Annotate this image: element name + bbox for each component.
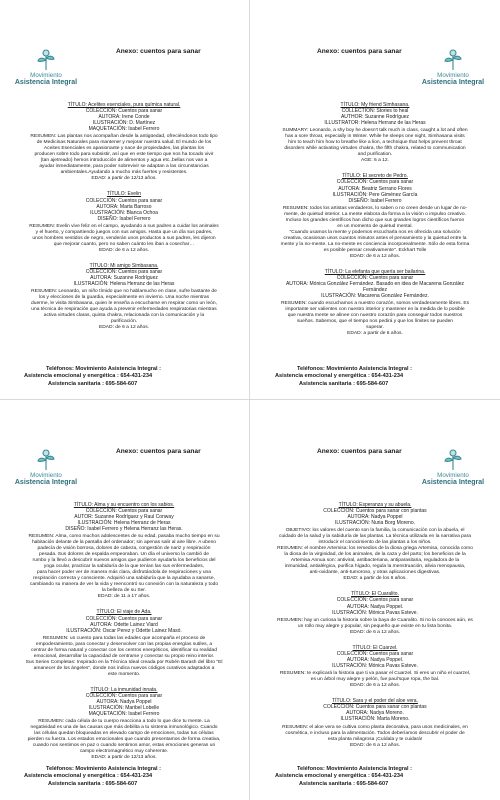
- footer-line1: Teléfonos: Movimiento Asistencia Integral :: [297, 765, 412, 772]
- story-entry: [261, 173, 489, 259]
- story-meta-line: AUTHOR: Suzanne Rodríguez: [340, 114, 410, 121]
- summary-line: ayudar inmediatamente, para poder sobrevivir se adaptan a las circunstancias: [39, 164, 209, 170]
- summary-line: him to teach him how to breathe like a lion, a technique that helps prevent throat: [288, 140, 462, 146]
- summary-line: activa virtudes claras, quinta chakra, relacionada con la comunicación y la: [43, 313, 205, 319]
- summary-line: mente y la no-mente. La no-mente es conciencia incorporealmente. Sólo de esta forma: [280, 241, 470, 247]
- summary-line: creativa, ocasionan unos cuantos minutos antes el pensamiento y la quietud entre la: [283, 235, 467, 241]
- story-meta-line: AUTORA: Nadya Moreno.: [346, 710, 404, 717]
- story-age: EDAD: a partir de 12/13 años.: [91, 755, 157, 761]
- summary-line: Aceites Esenciales es apasionante y nace de propiedades, las plantas los: [43, 146, 205, 152]
- story-meta-line: AUTORA: Nadya Poppel: [96, 699, 152, 706]
- page-header: [4, 404, 244, 486]
- summary-line: RESUMEN: todos los artistas verdaderos, lo saben o no creen desde un lugar de no-: [282, 205, 468, 211]
- story-summary: [261, 618, 489, 630]
- page-header: [4, 4, 244, 86]
- story-entry: [261, 698, 489, 748]
- summary-line: sueños. Sabemos, que el tiempo nos pedirá y que los límites se pueden: [296, 319, 454, 325]
- story-meta-line: ILUSTRACIÓN: Nuria Borg Moreno.: [334, 520, 416, 527]
- story-summary: [261, 206, 489, 254]
- story-meta-line: AUTORA: Marta Barroso: [96, 203, 152, 210]
- story-meta-line: COLECCIÓN: Cuentos para sanar: [85, 197, 163, 204]
- summary-line: de Medicinas Naturales para mantener y mejorar nuestra salud. El mundo de los: [36, 140, 212, 146]
- story-age: EDAD: a partir de 12/13 años.: [91, 176, 157, 182]
- footer-line1: Teléfonos: Movimiento Asistencia Integral :: [297, 365, 412, 372]
- page-bottom-right: [255, 404, 495, 796]
- summary-line: RESUMEN: cada célula de tu cuerpo reacciona a todo lo que dice tu mente. La: [38, 719, 210, 725]
- summary-line: emocional, desarrollar la capacidad de centrarse y conectar su propio reino interior.: [33, 653, 215, 659]
- story-meta-line: COLECCIÓN: Cuentos para sanar: [85, 269, 163, 276]
- story-summary: [10, 719, 238, 755]
- story-age: AGE: 6 a 12.: [360, 158, 389, 164]
- story-entry: [261, 269, 489, 337]
- leaf-flower-icon: [440, 48, 466, 72]
- summary-line: RESUMEN: el nombre Artemisa: los remedios de la diosa griega Artemisa, conocida como: [277, 546, 473, 552]
- story-meta-line: ILUSTRACIÓN: Macarena González Fernández.: [321, 293, 429, 300]
- summary-line: "Cuando usamos la mente y podemos escucharla nos es ofrecida una solución: [289, 229, 461, 235]
- summary-line: RESUMEN: Las plantas nos acompañan desde la antigüedad, ofreciéndonos todo tipo: [30, 134, 218, 140]
- story-entry: [10, 102, 238, 182]
- summary-line: este momento.: [107, 671, 141, 677]
- stories-list: [10, 502, 238, 761]
- summary-line: importante ser valientes con nuestro interior y mantener en la medida de lo posible: [285, 307, 465, 313]
- brand-line2: Asistencia Integral: [14, 479, 78, 486]
- brand-line1: Movimiento: [30, 72, 62, 79]
- summary-line: ambientales.Ayudando a mucho más fuertes y resistentes.: [60, 170, 188, 176]
- leaf-flower-icon: [440, 448, 466, 472]
- footer-line2: Asistencia emocional y energética : 654-431-234: [24, 773, 153, 780]
- footer-line3: Asistencia sanitaria : 695-584-607: [299, 780, 389, 787]
- summary-line: cosmética, e incluso para la alimentación. Todos deberíamos descubrir el poder de: [285, 730, 465, 736]
- summary-line: padecía de visión borrosa, dolores de cabeza, congestión de nariz y respiración: [37, 546, 211, 552]
- footer-line3: Asistencia sanitaria : 695-584-607: [299, 380, 389, 387]
- summary-line: anti-oxidante, anti-tumoroso, y otras aplicaciones digestivas.: [309, 570, 441, 576]
- summary-line: has a sore throat, especially in Winter. While he sleeps one night, Simhasana visits: [285, 134, 465, 140]
- summary-line: RESUMEN: te explicará la historia que ti va pasar el Cuarzel. Si eres un niño el cuarzel,: [279, 671, 471, 677]
- brand-line2: Asistencia Integral: [14, 79, 78, 86]
- summary-line: pesada. Sus dolores de espalda empeoraban. Un día el universo la cambió de: [39, 552, 209, 558]
- summary-line: un rollo muy alegre y popular, sin pequeño que existe en tu lista bonita.: [297, 623, 453, 629]
- page-footer: [275, 766, 487, 788]
- story-title: TÍTULO: La inmunidad innata.: [90, 686, 158, 693]
- story-meta-line: COLECCIÓN: Cuentos para sanar: [336, 597, 414, 604]
- story-summary: [261, 301, 489, 331]
- footer-line2: Asistencia emocional y energética : 654-431-234: [275, 373, 404, 380]
- story-entry: [261, 102, 489, 164]
- summary-line: SUMMARY: Leonardo, a shy boy he doesn't talk much in class, caught a lot and often: [282, 128, 468, 134]
- story-summary: [261, 671, 489, 689]
- story-meta-line: ILUSTRACIÓN: Maribel Lobelle: [88, 705, 160, 712]
- story-title: TÍTULO: El Cuaralito.: [351, 591, 399, 598]
- brand-logo: [417, 48, 489, 87]
- story-summary: [261, 128, 489, 158]
- story-meta-line: COLECCIÓN: Cuentos para sanar: [85, 508, 163, 515]
- leaf-flower-icon: [33, 48, 59, 72]
- summary-line: cuando nos sentimos en paz o cuando sentimos amor, estas emociones generan un: [32, 743, 216, 749]
- page-footer: [24, 766, 236, 788]
- summary-line: disorders while activating virtudes chakra, the fifth chakra, related to communication: [284, 146, 466, 152]
- page-header: [255, 404, 495, 486]
- summary-line: Incluso los grandes científicos han dicho que sus grandes logros científicos fueron: [285, 217, 465, 223]
- summary-line: habitación delante de la pantalla del ordenador; sin apenas salir al aire libre. A ubeno: [31, 540, 217, 546]
- summary-line: cambiando su manera de ver la vida y reencontró su conexión con la naturaleza y todo: [29, 582, 219, 588]
- story-meta-line: COLECCIÓN: Cuentos para sanar con plantas: [323, 704, 427, 711]
- page-footer: [275, 366, 487, 388]
- summary-line: en un momento de quietud mental.: [337, 223, 413, 229]
- story-title: TÍTULO: Mi amigo Simbasana.: [89, 262, 159, 269]
- summary-line: producen sobre todo para subsistir, así que en este tiempo que nos ha tocado vivir: [34, 152, 214, 158]
- story-title: TÍTULO: Acelites esenciales, pura química natural.: [67, 102, 181, 108]
- summary-line: esta planta milagrosa ¡Cuídala y te cuidará!: [327, 736, 423, 742]
- story-entry: [261, 502, 489, 582]
- stories-list: [261, 502, 489, 752]
- summary-line: una técnica de respiración que ayuda a prevenir enfermedades respiratorias mientras: [31, 307, 217, 313]
- story-meta-line: DISEÑO: Isabel Ferrero y Helena Herranz las Heras.: [65, 526, 183, 533]
- brand-logo: [10, 448, 82, 487]
- story-summary: [261, 528, 489, 576]
- story-title: TÍTULO: Esperanza y su abuela.: [338, 502, 412, 508]
- story-meta-line: AUTORA: Nadya Poppel.: [346, 603, 404, 610]
- brand-line1: Movimiento: [437, 472, 469, 479]
- story-meta-line: AUTORA: Nadya Poppel: [347, 514, 403, 521]
- summary-line: duerme, le visita Simbasana, quien le enseña a escucharse en respirar como un león,: [31, 301, 217, 307]
- story-meta-line: COLECCIÓN: Cuentos para sanar: [336, 179, 414, 186]
- brand-logo: [10, 48, 82, 87]
- summary-line: y el huerto, y compartiendo juegos con sus amigos. Hasta que un día sus padres,: [35, 229, 213, 235]
- story-age: EDAD: de 11 a 17 años.: [97, 594, 151, 600]
- summary-line: cuidado de la salud y la sabiduría de las plantas. La técnica utilizada en la narrativa para: [279, 534, 471, 540]
- header-title: Anexo: cuentos para sanar: [116, 48, 201, 55]
- story-age: EDAD: de 6 a 12 años.: [98, 247, 150, 253]
- summary-line: respiración correcta y consciente. Adquirió una sabiduría que la ayudaba a sanarse,: [33, 576, 215, 582]
- story-entry: [261, 591, 489, 635]
- story-summary: [10, 636, 238, 678]
- story-title: TÍTULO: El Cuarzel.: [352, 644, 398, 651]
- story-meta-line: ILUSTRACIÓN: Pere Giménez García: [332, 191, 418, 198]
- story-title: TÍTULO: Alma y su encuentro con los sabios.: [73, 502, 175, 508]
- summary-line: empoderamiento, para conectar y desenvolver con las propias energías sutiles, a: [35, 641, 213, 647]
- brand-line1: Movimiento: [437, 72, 469, 79]
- summary-line: introducir el conocimiento de las plantas a los niños.: [318, 540, 432, 546]
- story-summary: [10, 289, 238, 325]
- story-age: EDAD: de 6 a 12 años.: [349, 253, 401, 259]
- story-meta-line: AUTORA: Irene Conde: [98, 114, 150, 121]
- story-age: EDAD: de 6 a 12 años.: [349, 629, 401, 635]
- story-meta-line: COLECCIÓN: Cuentos para sanar con plantas: [323, 508, 427, 515]
- story-entry: [261, 645, 489, 689]
- summary-line: RESUMEN: cuando escuchamos a nuestro corazón, somos verdaderamente libres. Es: [280, 301, 470, 307]
- summary-line: (tan ajetreado) hemos introducción de alimentos y agua etc.,bellas nos van a: [40, 158, 208, 164]
- footer-line2: Asistencia emocional y energética : 654-431-234: [24, 373, 153, 380]
- brand-line1: Movimiento: [30, 472, 62, 479]
- footer-line3: Asistencia sanitaria : 695-584-607: [48, 780, 138, 787]
- story-meta-line: ILLUSTRATOR: Helena Herranz de las Heras: [324, 120, 426, 127]
- page-top-right: [255, 4, 495, 396]
- stories-list: [261, 102, 489, 352]
- story-meta-line: DISEÑO: Isabel Ferrero: [348, 197, 402, 204]
- summary-line: la belleza de su Ser.: [101, 588, 147, 594]
- story-title: TÍTULO: El viaje de Ada.: [96, 609, 152, 616]
- summary-line: es posible pensar creativamente". Eckhart Tolle: [323, 247, 427, 253]
- footer-line3: Asistencia sanitaria : 695-584-607: [48, 380, 138, 387]
- story-meta-line: AUTOR: Suzanne Rodríguez y Raul Conway: [74, 514, 174, 521]
- summary-line: and purification.: [357, 152, 393, 158]
- footer-line1: Teléfonos: Movimiento Asistencia Integral :: [46, 765, 161, 772]
- summary-line: que mejorar cuanto, pero no saben cuánto les iban a cosechar…: [53, 241, 195, 247]
- story-title: TÍTULO: El secreto de Pedro.: [342, 173, 408, 180]
- page-footer: [24, 366, 236, 388]
- summary-line: purificación.: [110, 319, 138, 325]
- footer-line1: Teléfonos: Movimiento Asistencia Integral :: [46, 365, 161, 372]
- story-entry: [10, 687, 238, 761]
- header-title: Anexo: cuentos para sanar: [317, 448, 402, 455]
- story-age: EDAD: a partir de 6 años.: [347, 331, 403, 337]
- summary-line: RESUMEN: el aloe vera se cultiva como planta decorativa, para usos medicinales, en: [282, 724, 468, 730]
- story-age: EDAD: de 6 a 12 años.: [98, 325, 150, 331]
- summary-line: RESUMEN: hay un curiosa la historia sobre la baya de Cuaralito. Si no la conoces aún, es: [277, 617, 473, 623]
- summary-line: mente, de quietud interior. La mente elabora da forma a la visión o impulso creativo.: [284, 211, 466, 217]
- summary-line: rumbo y la llevó a descubrir nuevos amigos que pudieron ayudarla los beneficios del: [32, 558, 216, 564]
- story-meta-line: COLECCIÓN: Cuentos para sanar: [85, 108, 163, 115]
- header-title: Anexo: cuentos para sanar: [317, 48, 402, 55]
- story-meta-line: COLECCIÓN: Cuentos para sanar: [85, 692, 163, 699]
- story-entry: [10, 263, 238, 331]
- header-title: Anexo: cuentos para sanar: [116, 448, 201, 455]
- story-meta-line: ILUSTRACIÓN: Oscar Perez y Odette Lainez Masó.: [66, 627, 182, 634]
- story-meta-line: AUTORA: Mónica González Fernández. Basado en idea de Macarena González: [285, 281, 465, 288]
- story-meta-line: MAQUETACIÓN: Isabel Ferrero: [88, 711, 160, 718]
- summary-line: amanecer de los ángeles", donde nos indica nuevos códigos curativos adaptados a: [33, 665, 215, 671]
- summary-line: Sus Series Completas: Inspirado en la Técnica Ideal creada por Rubén Barash del libro "El: [25, 659, 223, 665]
- story-summary: [261, 725, 489, 743]
- story-meta-line: COLECCIÓN: Cuentos para sanar: [85, 615, 163, 622]
- summary-line: RESUMEN: Leonardo, un niño tímido que no hablamucho en clase, sufre bastante de: [31, 289, 217, 295]
- summary-line: que nuestra mente se alinee con nuestro corazón para conseguir todos nuestros: [287, 313, 463, 319]
- page-header: [255, 4, 495, 86]
- summary-line: negatividad es una de las causas que más debilita a tu sistema inmunológico. Cuando: [30, 725, 218, 731]
- story-title: TÍTULO: My friend Simhasana.: [340, 102, 410, 108]
- summary-line: las células quedan bloqueadas en elevado campo de emociones, todas tus células: [34, 731, 214, 737]
- story-meta-line: ILUSTRACIÓN: Helena Herranz de las Heras: [73, 281, 175, 288]
- story-age: EDAD: a partir de los 6 años.: [343, 576, 407, 582]
- footer-line2: Asistencia emocional y energética : 654-431-234: [275, 773, 404, 780]
- summary-line: OBJETIVO: los valores del cuento son la familia, la comunicación con la abuela, el: [285, 528, 465, 534]
- story-summary: [10, 134, 238, 176]
- summary-line: para hacer poder ver de manera más clara, disfrutándola de respiraciones y una: [37, 570, 211, 576]
- story-meta-line: ILUSTRACIÓN: Mónica Pavas Esteve.: [332, 663, 418, 670]
- story-meta-line: ILUSTRACIÓN: Helena Herranz de Heras: [77, 520, 171, 527]
- story-summary: [10, 224, 238, 248]
- story-meta-line: COLECCIÓN: Cuentos para sanar: [336, 274, 414, 281]
- story-meta-line: COLECCIÓN: Cuentos para sanar: [336, 650, 414, 657]
- summary-line: RESUMEN: Evelin vive feliz en el campo, ayudando a sus padres a cuidar los animales: [29, 223, 219, 229]
- summary-line: es un árbol muy alegre y pelón, fue paul'sque ropa, the bal.: [310, 677, 440, 683]
- story-title: TÍTULO: Sara y el poder del aloe vera.: [332, 698, 418, 705]
- story-meta-line: DISEÑO: Isabel Ferrero: [97, 215, 151, 222]
- summary-line: RESUMEN: un cuento para todas las edades que acompaña el proceso de: [42, 635, 206, 641]
- horizontal-divider: [0, 399, 500, 400]
- story-meta-line: AUTORA: Suzanne Rodríguez: [90, 275, 158, 282]
- story-meta-line: AUTORA: Nadya Poppel.: [346, 656, 404, 663]
- story-meta-line: Fernández: [363, 287, 387, 294]
- story-age: EDAD: de 6 a 12 años.: [349, 742, 401, 748]
- summary-line: inmunidad, antialérgica, purifica hígado, regula la menstruación, alivia menopausia,: [284, 564, 466, 570]
- summary-line: la diosa de la virginidad, de los animales, de la caza y del parto; los beneficios de la: [284, 552, 466, 558]
- story-meta-line: AUTORA: Beatriz Serrano Flores: [338, 185, 412, 192]
- brand-line2: Asistencia Integral: [421, 79, 485, 86]
- story-meta-line: ILUSTRACIÓN: Blanca Ochoa: [90, 209, 158, 216]
- story-title: TÍTULO: La elefanta que quería ser bailarina.: [324, 268, 426, 275]
- summary-line: Artemisa Annua son: antiviral, antibacteriana, antiparasitaria, reguladora de la: [290, 558, 460, 564]
- brand-line2: Asistencia Integral: [421, 479, 485, 486]
- story-meta-line: ILUSTRACIÓN: D. Martínez: [92, 120, 156, 127]
- story-meta-line: COLLECTION: Stories to heal: [341, 108, 409, 115]
- summary-line: campo electromagnético muy coherente.: [79, 749, 169, 755]
- story-summary: [10, 534, 238, 594]
- summary-line: superar.: [366, 325, 384, 331]
- vertical-divider: [249, 0, 250, 800]
- story-meta-line: MAQUETACIÓN: Isabel Ferrero: [88, 126, 160, 133]
- summary-line: los y elecciones de la guardia, especialmente en invierno. Una noche mientras: [38, 295, 210, 301]
- story-title: TÍTULO: Evelin: [106, 191, 142, 198]
- brand-logo: [417, 448, 489, 487]
- story-entry: [10, 609, 238, 677]
- summary-line: RESUMEN: Alma, como muchos adolescentes de su edad, pasaba mucho tiempo en su: [28, 534, 220, 540]
- summary-line: EDAD: de 6 a 12 años.: [349, 683, 401, 689]
- story-meta-line: ILUSTRACIÓN: Marta Moreno.: [340, 716, 410, 723]
- summary-line: pierden su fuerza. Los estados emocionales que cuando presentamos de forma creativa,: [27, 737, 221, 743]
- story-entry: [10, 191, 238, 253]
- story-entry: [10, 502, 238, 600]
- stories-list: [10, 102, 238, 352]
- page-top-left: [4, 4, 244, 396]
- leaf-flower-icon: [33, 448, 59, 472]
- summary-line: centrar de forma natural y conectar con los centros energéticos, identificar su realidad: [31, 647, 217, 653]
- story-meta-line: AUTORA: Odette Lainez Viard: [90, 621, 158, 628]
- summary-line: unos hombres vestidos de negro, venderán unos productos a sus padres, les dijeron: [32, 235, 216, 241]
- story-meta-line: ILUSTRACIÓN: Mónica Pavas Esteve.: [332, 609, 418, 616]
- page-bottom-left: [4, 404, 244, 796]
- summary-line: yoga ocular, practicar la sabiduría de la que tenían las sus enfermedades,: [43, 564, 205, 570]
